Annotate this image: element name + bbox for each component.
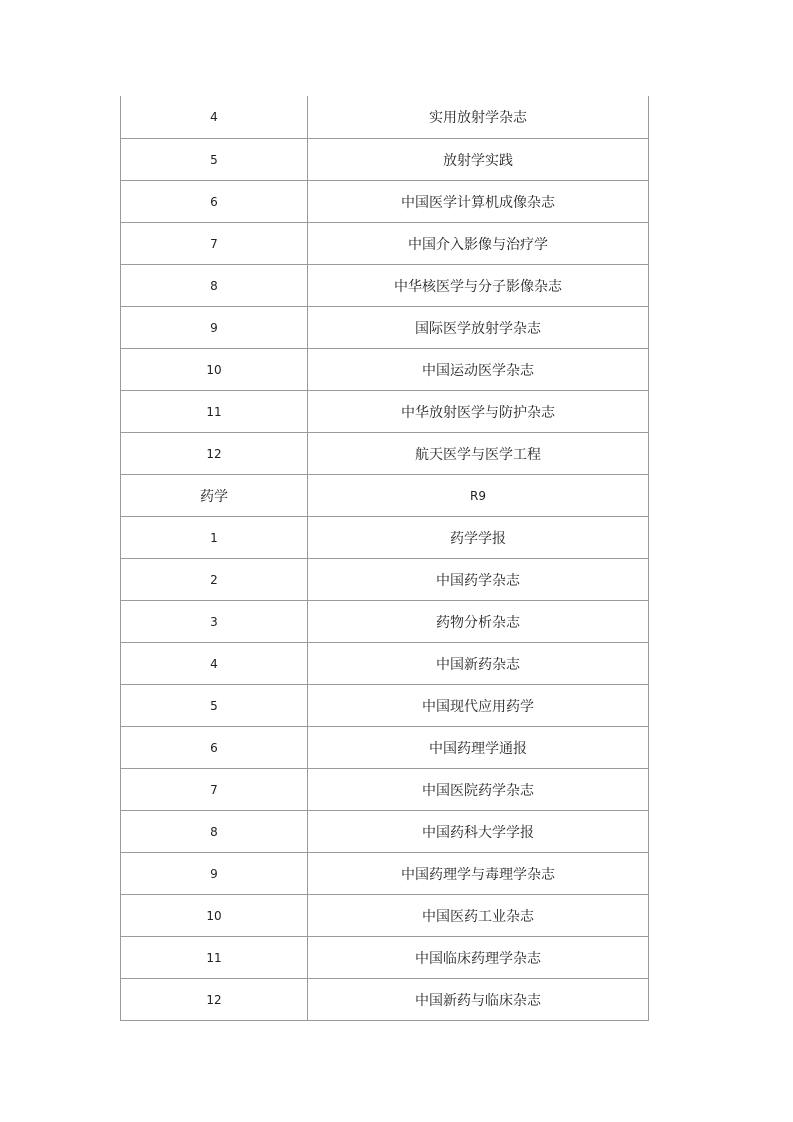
table-row [121,348,648,390]
row-number: 8 [121,811,308,852]
table-row [121,894,648,936]
table-row [121,516,648,558]
journal-title: 中国药理学与毒理学杂志 [401,866,555,883]
table-row [121,600,648,642]
row-number: 11 [121,391,308,432]
row-number: 5 [121,139,308,180]
journal-title: 航天医学与医学工程 [415,446,541,463]
row-number: 4 [121,643,308,684]
table-row [121,222,648,264]
row-number: 6 [121,181,308,222]
journal-title: 中国现代应用药学 [422,698,534,715]
journal-title: 药物分析杂志 [436,614,520,631]
category-name: 药学 [121,475,308,516]
row-number: 3 [121,601,308,642]
table-row [121,180,648,222]
table-row [121,936,648,978]
journal-title: 中国临床药理学杂志 [415,950,541,967]
row-number: 12 [121,979,308,1020]
table-row [121,768,648,810]
row-number: 10 [121,349,308,390]
journal-title: 药学学报 [450,530,506,547]
journal-title: 中国医学计算机成像杂志 [401,194,555,211]
table-row [121,852,648,894]
journal-table [120,96,649,1021]
journal-title: 中华核医学与分子影像杂志 [394,278,562,295]
table-row [121,726,648,768]
row-number: 10 [121,895,308,936]
table-row [121,96,648,138]
journal-title: 中国药理学通报 [429,740,527,757]
table-row [121,978,648,1020]
row-number: 5 [121,685,308,726]
journal-title: 中国介入影像与治疗学 [408,236,548,253]
journal-title: 实用放射学杂志 [429,110,527,126]
table-row [121,684,648,726]
row-number: 2 [121,559,308,600]
table-row [121,642,648,684]
table-row [121,810,648,852]
row-number: 1 [121,517,308,558]
table-row [121,390,648,432]
row-number: 9 [121,853,308,894]
row-number: 4 [121,96,308,138]
row-number: 6 [121,727,308,768]
row-number: 11 [121,937,308,978]
category-row [121,474,648,516]
row-number: 7 [121,223,308,264]
row-number: 8 [121,265,308,306]
journal-title: 中国药科大学学报 [422,824,534,841]
journal-title: 中国药学杂志 [436,572,520,589]
table-row [121,558,648,600]
table-row [121,306,648,348]
journal-title: 中国新药杂志 [436,656,520,673]
journal-title: 中国医院药学杂志 [422,782,534,799]
table-row [121,264,648,306]
journal-title: 中华放射医学与防护杂志 [401,404,555,421]
journal-title: 中国运动医学杂志 [422,362,534,379]
table-row [121,138,648,180]
journal-title: 中国新药与临床杂志 [415,992,541,1009]
journal-title: 放射学实践 [443,152,513,169]
journal-title: 中国医药工业杂志 [422,908,534,925]
row-number: 9 [121,307,308,348]
category-code: R9 [470,488,486,503]
row-number: 7 [121,769,308,810]
journal-title: 国际医学放射学杂志 [415,320,541,337]
table-row [121,432,648,474]
row-number: 12 [121,433,308,474]
